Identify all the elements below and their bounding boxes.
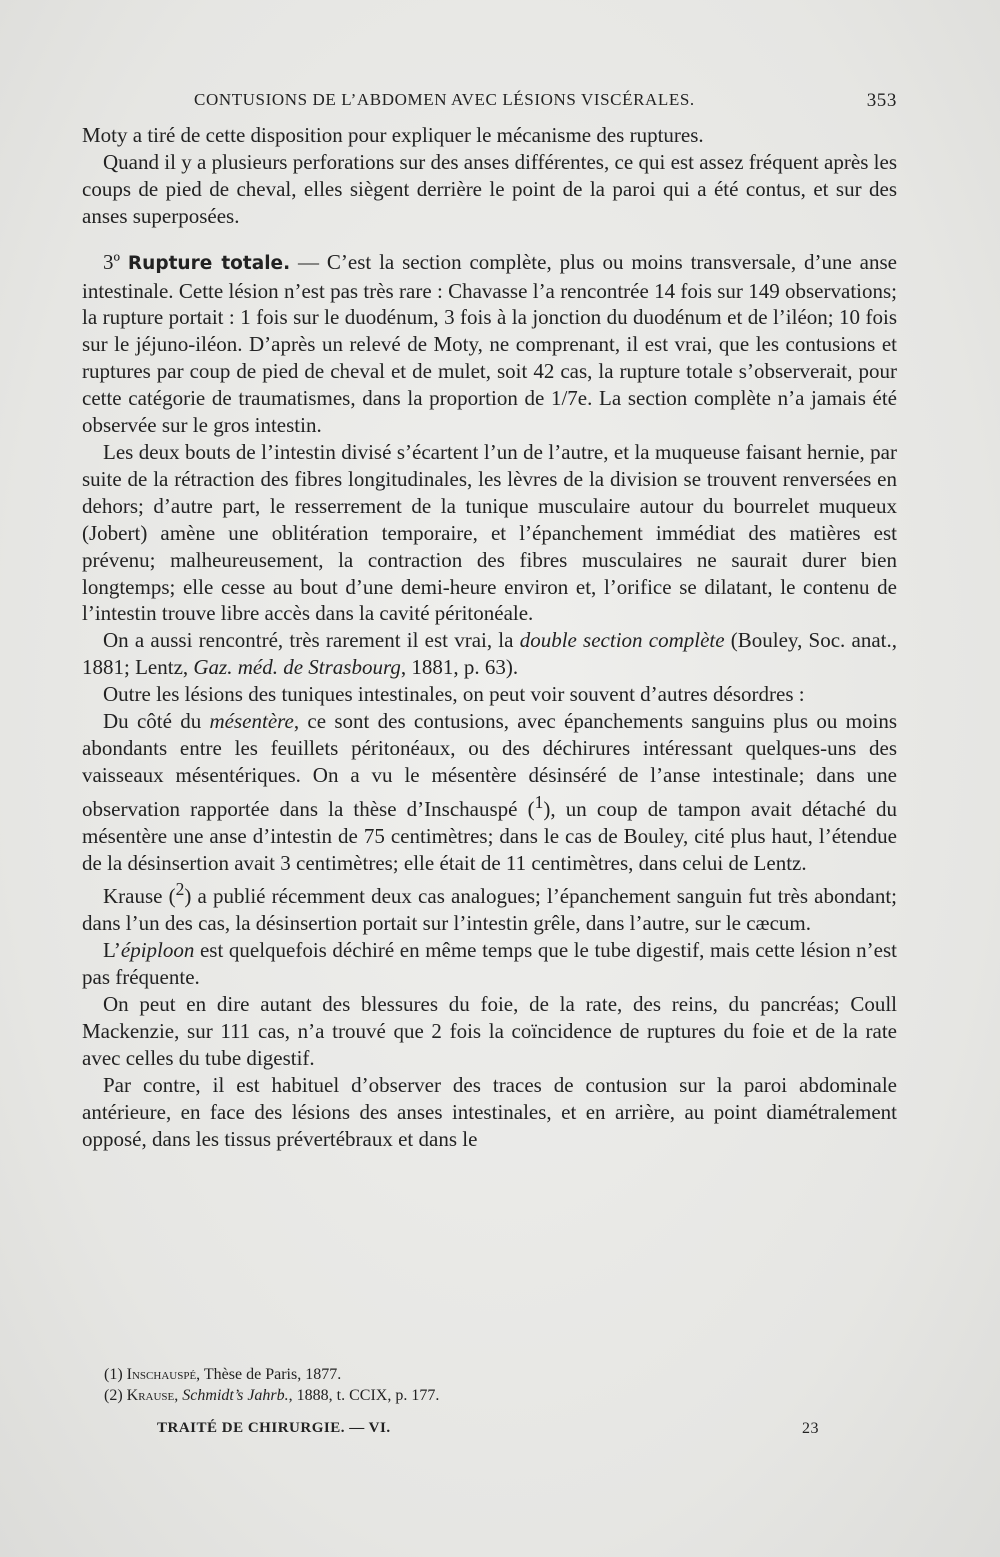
paragraph-rupture-totale [82,249,897,439]
paragraph-9-italic: épiploon [120,938,195,963]
paragraph-8-part-a: Krause ( [103,884,176,909]
footnote-author: Inschauspé, [126,1366,201,1383]
page-header [82,88,897,114]
paragraph-5-italic-1: double section complète [519,628,725,653]
section-heading: Rupture totale. [127,252,291,274]
paragraph-5-part-a: On a aussi rencontré, très rarement il est vrai, la [103,628,520,653]
paragraph-7-part-b: , ce sont des contusions, avec épanchements sanguins plus ou moins abondants entre les feuillets péritonéaux, ou des déchirures intéressant quelques-uns des vaisseaux mésentériques. On a vu le mésentère désinséré de l’anse intestinale; dans une observation rapportée dans la thèse d’Inschauspé ( [82,709,897,821]
footnote-mark: (1) [104,1366,123,1383]
paragraph-3-text: — C’est la section complète, plus ou moins transversale, d’une anse intestinale. Cette lésion n’est pas très rare : Chavasse l’a rencontrée 14 fois sur 149 observations; la rupture portait : 1 fois sur le duodénum, 3 fois à la jonction du duodénum et de l’iléon; 10 fois sur le jéjuno-iléon. D’après un relevé de Moty, ne comprenant, il est vrai, que les contusions et ruptures par coup de pied de cheval et de mulet, soit 42 cas, la rupture totale s’observerait, pour cette catégorie de traumatismes, dans la proportion de 1/7e. La section complète n’a jamais été observée sur le gros intestin. [82,249,897,438]
footnote-1 [104,1364,897,1385]
page-footer [82,1420,897,1442]
signature-mark: 23 [802,1420,819,1437]
paragraph-5-italic-2: Gaz. méd. de Strasbourg [193,655,401,680]
paragraph-5-part-b: (Bouley, Soc. anat., 1881; Lentz, [82,628,897,680]
paragraph-9-part-b: est quelquefois déchiré en même temps que le tube digestif, mais cette lésion n’est pas fréquente. [82,938,897,990]
paragraph-10: On peut en dire autant des blessures du foie, de la rate, des reins, du pancréas; Coull Mackenzie, sur 111 cas, n’a trouvé que 2 fois la coïncidence de ruptures du foie et de la rate avec celles du tube digestif. [82,992,897,1070]
book-title: TRAITÉ DE CHIRURGIE. — VI. [157,1420,391,1436]
footnote-mark: (2) [104,1387,123,1404]
section-number: 3º [103,249,121,274]
footnote-text: , 1888, t. CCIX, p. 177. [288,1387,440,1404]
footnotes [82,1364,897,1406]
paragraph-7-italic: mésentère [209,709,294,734]
paragraph-7-part-c: ), un coup de tampon avait détaché du mésentère une anse d’intestin de 75 centimètres; dans le cas de Bouley, cité plus haut, l’étendue de la désinsertion avait 3 centimètres; elle était de 11 centimètres, dans celui de Lentz. [82,796,898,875]
footnote-ref-1: 1 [534,791,544,812]
page-number: 353 [866,90,897,111]
paragraph-8 [82,876,897,937]
paragraph-9 [82,937,897,991]
running-title: CONTUSIONS DE L’ABDOMEN AVEC LÉSIONS VISCÉRALES. [194,90,695,109]
paragraph-1: Moty a tiré de cette disposition pour expliquer le mécanisme des ruptures. [82,123,704,147]
paragraph-9-part-a: L’ [103,938,121,963]
paragraph-5 [82,627,897,681]
paragraph-7 [82,708,897,876]
paragraph-5-part-c: , 1881, p. 63). [400,655,519,680]
footnote-italic: Schmidt’s Jahrb. [182,1387,289,1404]
footnote-text: Thèse de Paris, 1877. [200,1366,342,1383]
paragraph-6: Outre les lésions des tuniques intestinales, on peut voir souvent d’autres désordres : [103,682,805,707]
paragraph-8-part-b: ) a publié récemment deux cas analogues; l’épanchement sanguin fut très abondant; dans l’un des cas, la désinsertion portait sur l’intestin grêle, dans l’autre, sur le cæcum. [82,884,897,936]
paragraph-2: Quand il y a plusieurs perforations sur des anses différentes, ce qui est assez fréquent après les coups de pied de cheval, elles siègent derrière le point de la paroi qui a été contus, et sur des anses superposées. [82,149,897,228]
footnote-ref-2: 2 [175,879,185,900]
paragraph-11: Par contre, il est habituel d’observer des traces de contusion sur la paroi abdominale antérieure, en face des lésions des anses intestinales, et en arrière, au point diamétralement opposé, dans les tissus prévertébraux et dans le [82,1072,897,1151]
paragraph-7-part-a: Du côté du [103,709,210,734]
paragraph-4: Les deux bouts de l’intestin divisé s’écartent l’un de l’autre, et la muqueuse faisant hernie, par suite de la rétraction des fibres longitudinales, les lèvres de la division se trouvent renversées en dehors; d’autre part, le resserrement de la tunique musculaire autour du bourrelet muqueux (Jobert) amène une oblitération temporaire, et l’épanchement immédiat des matières est prévenu; malheureusement, la contraction des fibres musculaires ne saurait durer bien longtemps; elle cesse au bout d’une demi-heure environ et, l’orifice se dilatant, le contenu de l’intestin trouve libre accès dans la cavité péritonéale. [82,439,897,626]
footnote-2 [104,1385,897,1406]
body-text [82,122,897,1153]
footnote-author: Krause, [126,1387,179,1404]
